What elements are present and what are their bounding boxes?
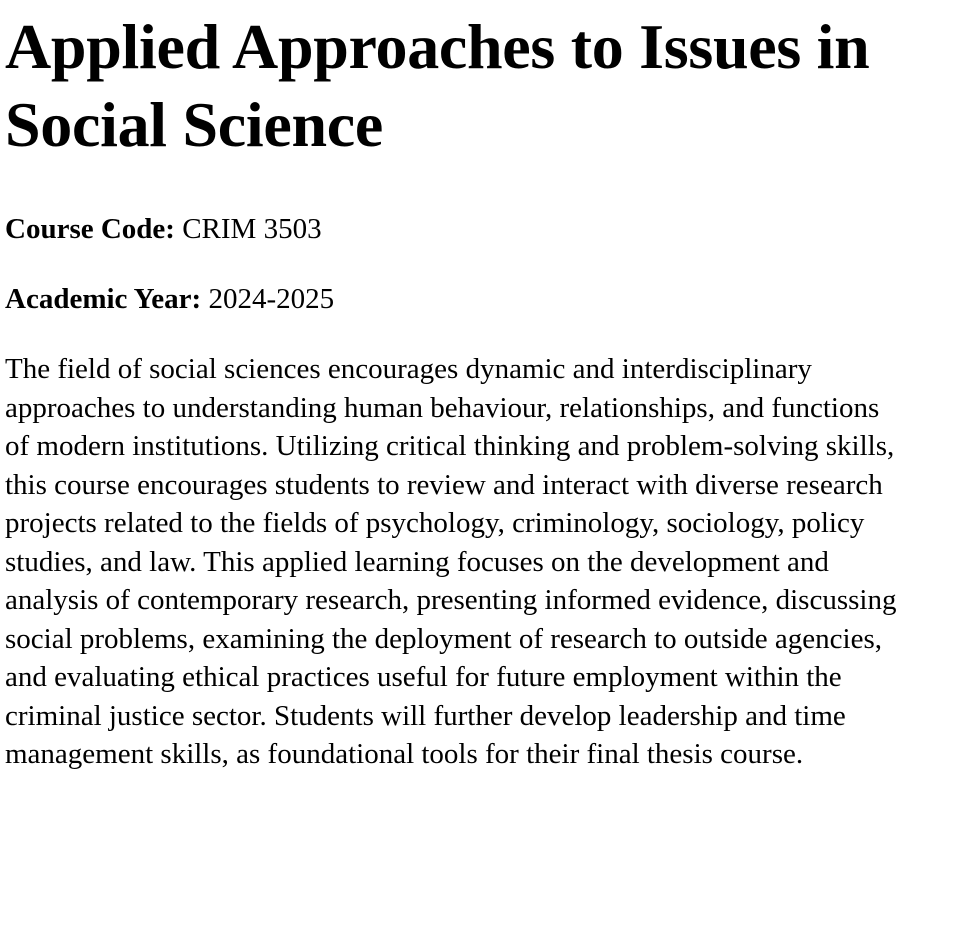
description-line: management skills, as foundational tools for their final thesis course. xyxy=(5,738,804,770)
title-line: Social Science xyxy=(5,89,383,160)
description-line: of modern institutions. Utilizing critical thinking and problem-solving skills, xyxy=(5,430,895,462)
description-line: this course encourages students to review and interact with diverse research xyxy=(5,468,883,501)
description-line: The field of social sciences encourages dynamic and interdisciplinary xyxy=(5,353,812,385)
course-page xyxy=(0,8,980,774)
academic-year-label: Academic Year: xyxy=(5,283,202,315)
course-code xyxy=(5,211,980,247)
course-code-value: CRIM 3503 xyxy=(182,213,322,245)
page-title xyxy=(5,8,980,164)
course-code-label: Course Code: xyxy=(5,213,175,245)
description-line: and evaluating ethical practices useful for future employment within the xyxy=(5,661,842,693)
description-line: projects related to the fields of psychology, criminology, sociology, policy xyxy=(5,507,865,539)
course-description xyxy=(5,350,980,774)
title-line: Applied Approaches to Issues in xyxy=(5,11,870,82)
description-line: criminal justice sector. Students will further develop leadership and time xyxy=(5,699,846,732)
description-line: studies, and law. This applied learning focuses on the development and xyxy=(5,545,829,578)
description-line: social problems, examining the deployment of research to outside agencies, xyxy=(5,622,882,655)
description-line: analysis of contemporary research, presenting informed evidence, discussing xyxy=(5,584,897,616)
description-line: approaches to understanding human behaviour, relationships, and functions xyxy=(5,391,880,424)
academic-year-value: 2024-2025 xyxy=(208,283,335,315)
academic-year xyxy=(5,281,980,317)
